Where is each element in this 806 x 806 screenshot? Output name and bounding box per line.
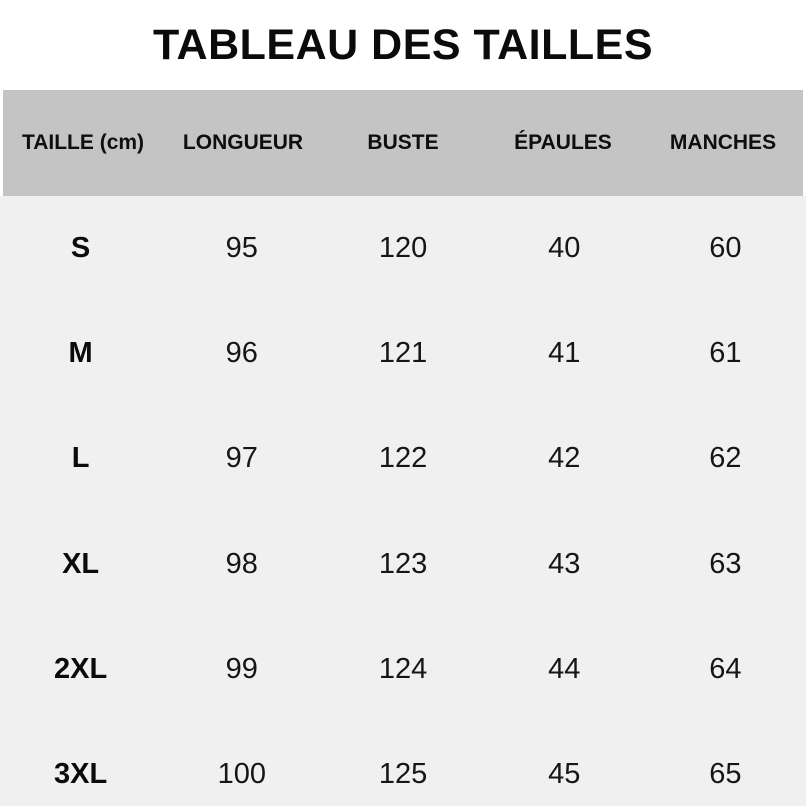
value-cell: 98 (225, 547, 258, 580)
size-cell: S (70, 232, 91, 265)
value-cell: 96 (225, 337, 258, 370)
table-row (0, 406, 806, 511)
value-cell: 64 (709, 652, 742, 685)
value-cell: 62 (709, 442, 742, 475)
value-cell: 43 (548, 547, 581, 580)
value-cell: 99 (225, 652, 258, 685)
column-header-manches: MANCHES (669, 131, 777, 154)
value-cell: 121 (378, 337, 428, 370)
value-cell: 122 (378, 442, 428, 475)
value-cell: 45 (548, 758, 581, 791)
value-cell: 41 (548, 337, 581, 370)
page-title: TABLEAU DES TAILLES (152, 20, 653, 69)
table-row (0, 196, 806, 301)
size-cell: XL (62, 547, 100, 580)
value-cell: 61 (709, 337, 742, 370)
size-cell: L (71, 442, 90, 475)
value-cell: 125 (378, 758, 428, 791)
value-cell: 100 (217, 758, 266, 791)
table-header-row (3, 90, 803, 196)
size-chart-table (0, 196, 806, 806)
value-cell: 63 (709, 547, 742, 580)
table-row (0, 301, 806, 406)
table-row (0, 617, 806, 722)
value-cell: 120 (378, 232, 428, 265)
value-cell: 123 (378, 547, 428, 580)
value-cell: 60 (709, 232, 742, 265)
value-cell: 44 (548, 652, 581, 685)
value-cell: 95 (225, 232, 258, 265)
column-header-epaules: ÉPAULES (514, 131, 612, 154)
value-cell: 42 (548, 442, 581, 475)
size-cell: 3XL (54, 758, 108, 791)
size-cell: M (68, 337, 93, 370)
table-row (0, 722, 806, 806)
value-cell: 124 (378, 652, 428, 685)
value-cell: 40 (548, 232, 581, 265)
table-row (0, 512, 806, 617)
column-header-buste: BUSTE (367, 131, 439, 154)
title-band (0, 0, 806, 90)
column-header-longueur: LONGUEUR (182, 131, 304, 154)
column-header-taille: TAILLE (cm) (21, 131, 145, 154)
value-cell: 65 (709, 758, 742, 791)
size-cell: 2XL (54, 652, 108, 685)
value-cell: 97 (225, 442, 258, 475)
